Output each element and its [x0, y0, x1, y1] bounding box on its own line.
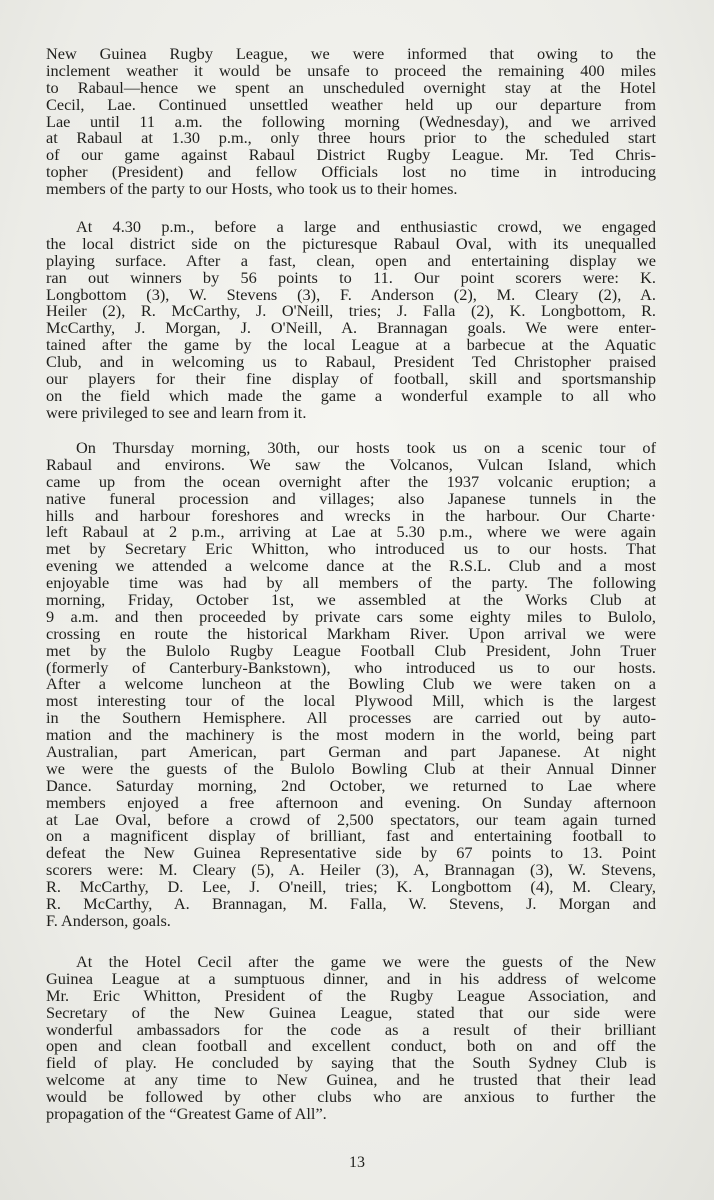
text-line: left Rabaul at 2 p.m., arriving at Lae at 5.30 p.m., where we were again [46, 522, 656, 542]
text-line: would be followed by other clubs who are anxious to further the [46, 1087, 656, 1107]
text-line: ran out winners by 56 points to 11. Our point scorers were: K. [46, 267, 656, 287]
paragraph-rabaul-match [46, 219, 656, 422]
text-line: in the Southern Hemisphere. All processes are carried out by auto- [46, 708, 656, 728]
text-line: Rabaul and environs. We saw the Volcanos, Vulcan Island, which [46, 454, 656, 474]
text-line: mation and the machinery is the most modern in the world, being part [46, 725, 656, 745]
text-line: our players for their fine display of football, skill and sportsmanship [46, 369, 656, 389]
text-line: met by the Bulolo Rugby League Football Club President, John Truer [46, 640, 656, 660]
text-line: Cecil, Lae. Continued unsettled weather held up our departure from [46, 94, 656, 114]
text-line: at Rabaul at 1.30 p.m., only three hours prior to the scheduled start [46, 128, 656, 148]
text-line: New Guinea Rugby League, we were informed that owing to the [46, 44, 656, 63]
text-line: on the field which made the game a wonderful example to all who [46, 385, 656, 405]
text-line: Secretary of the New Guinea League, stated that our side were [46, 1002, 656, 1022]
text-line: open and clean football and excellent conduct, both on and off the [46, 1036, 656, 1056]
text-line: field of play. He concluded by saying that the South Sydney Club is [46, 1053, 656, 1073]
text-line: evening we attended a welcome dance at the R.S.L. Club and a most [46, 556, 656, 576]
text-line: Lae until 11 a.m. the following morning (Wednesday), and we arrived [46, 111, 656, 131]
text-line: members enjoyed a free afternoon and evening. On Sunday afternoon [46, 792, 656, 812]
text-line: scorers were: M. Cleary (5), A. Heiler (3), A, Brannagan (3), W. Stevens, [46, 860, 656, 880]
text-line: we were the guests of the Bulolo Bowling Club at their Annual Dinner [46, 758, 656, 778]
text-line: to Rabaul—hence we spent an unscheduled overnight stay at the Hotel [46, 77, 656, 97]
text-line: Australian, part American, part German and part Japanese. At night [46, 742, 656, 762]
text-line: propagation of the “Greatest Game of All”. [46, 1104, 327, 1124]
text-line: topher (President) and fellow Officials lost no time in introducing [46, 162, 656, 182]
text-line: Mr. Eric Whitton, President of the Rugby League Association, and [46, 985, 656, 1005]
text-line: defeat the New Guinea Representative side by 67 points to 13. Point [46, 843, 656, 863]
text-line: on a magnificent display of brilliant, fast and entertaining football to [46, 826, 656, 846]
text-line: At the Hotel Cecil after the game we were the guests of the New [76, 952, 656, 971]
text-line: Club, and in welcoming us to Rabaul, President Ted Christopher praised [46, 352, 656, 372]
text-line: met by Secretary Eric Whitton, who introduced us to our hosts. That [46, 539, 656, 559]
text-line: Heiler (2), R. McCarthy, J. O'Neill, tries; J. Falla (2), K. Longbottom, R. [46, 301, 656, 321]
text-line: McCarthy, J. Morgan, J. O'Neill, A. Brannagan goals. We were enter- [46, 318, 656, 338]
text-line: hills and harbour foreshores and wrecks in the harbour. Our Charte· [46, 505, 656, 525]
text-line: tained after the game by the local League at a barbecue at the Aquatic [46, 335, 656, 355]
paragraph-arrival-lae [46, 46, 656, 198]
text-line: inclement weather it would be unsafe to proceed the remaining 400 miles [46, 60, 656, 80]
text-line: Dance. Saturday morning, 2nd October, we returned to Lae where [46, 775, 656, 795]
text-line: native funeral procession and villages; also Japanese tunnels in the [46, 488, 656, 508]
text-line: (formerly of Canterbury-Bankstown), who introduced us to our hosts. [46, 657, 656, 677]
text-line: 9 a.m. and then proceeded by private cars some eighty miles to Bulolo, [46, 606, 656, 626]
text-line: of our game against Rabaul District Rugby League. Mr. Ted Chris- [46, 145, 656, 165]
text-line: R. McCarthy, D. Lee, J. O'neill, tries; K. Longbottom (4), M. Cleary, [46, 877, 656, 897]
text-line: Longbottom (3), W. Stevens (3), F. Anderson (2), M. Cleary (2), A. [46, 284, 656, 304]
text-line: at Lae Oval, before a crowd of 2,500 spectators, our team again turned [46, 809, 656, 829]
text-line: were privileged to see and learn from it. [46, 402, 307, 422]
text-line: came up from the ocean overnight after the 1937 volcanic eruption; a [46, 471, 656, 491]
text-line: welcome at any time to New Guinea, and he trusted that their lead [46, 1070, 656, 1090]
text-line: F. Anderson, goals. [46, 910, 171, 930]
text-line: Guinea League at a sumptuous dinner, and in his address of welcome [46, 968, 656, 988]
text-line: most interesting tour of the local Plywood Mill, which is the largest [46, 691, 656, 711]
text-line: At 4.30 p.m., before a large and enthusiastic crowd, we engaged [76, 217, 656, 236]
text-line: the local district side on the picturesque Rabaul Oval, with its unequalled [46, 233, 656, 253]
paragraph-hotel-cecil-dinner [46, 954, 656, 1123]
text-line: playing surface. After a fast, clean, open and entertaining display we [46, 250, 656, 270]
text-line: wonderful ambassadors for the code as a result of their brilliant [46, 1019, 656, 1039]
text-line: members of the party to our Hosts, who took us to their homes. [46, 179, 458, 199]
page-number: 13 [349, 1154, 365, 1171]
text-line: crossing en route the historical Markham River. Upon arrival we were [46, 623, 656, 643]
text-line: morning, Friday, October 1st, we assembled at the Works Club at [46, 590, 656, 610]
text-line: After a welcome luncheon at the Bowling Club we were taken on a [46, 674, 656, 694]
text-line: R. McCarthy, A. Brannagan, M. Falla, W. Stevens, J. Morgan and [46, 894, 656, 914]
text-line: On Thursday morning, 30th, our hosts took us on a scenic tour of [76, 438, 656, 457]
text-line: enjoyable time was had by all members of the party. The following [46, 573, 656, 593]
paragraph-tour-bulolo [46, 440, 656, 930]
